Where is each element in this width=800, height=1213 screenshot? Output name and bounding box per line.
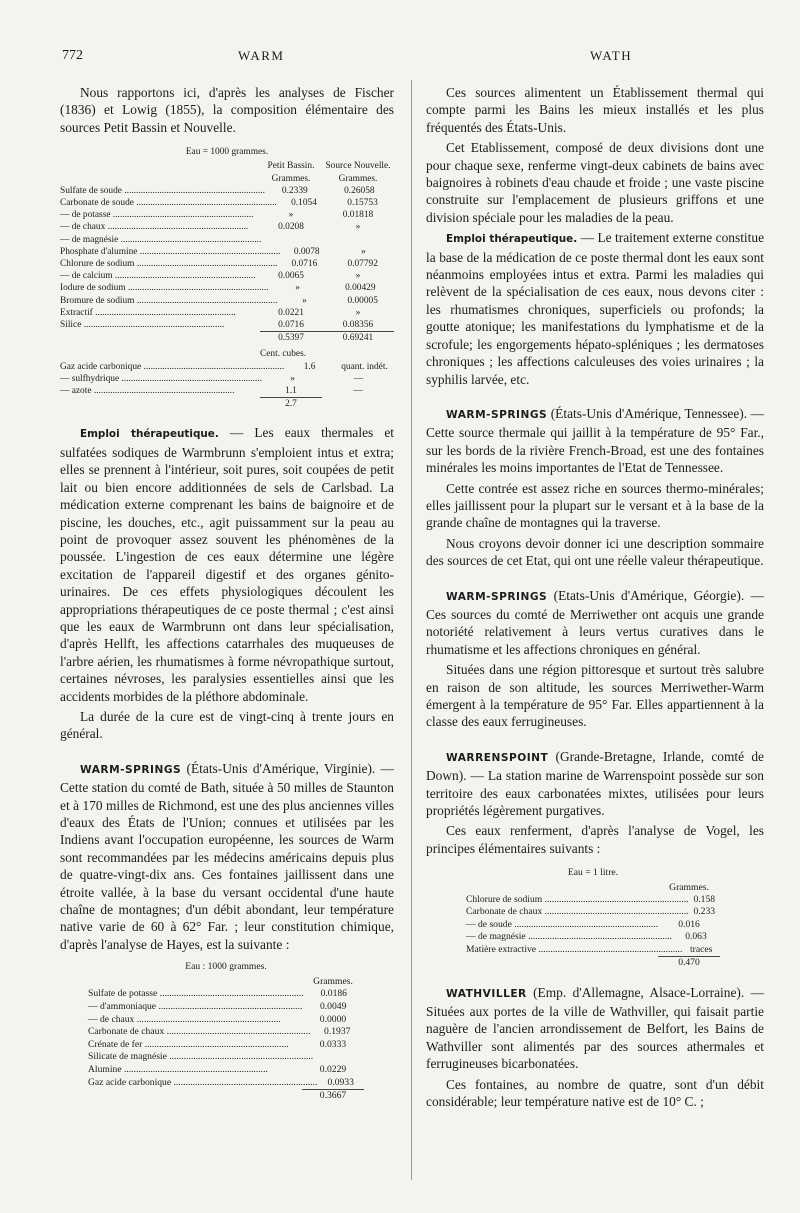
paragraph: Cette contrée est assez riche en sources thermo-minérales; elles jaillissent pour la plupart sur le versant et à la base de la grande chaîne de montagnes qui la traverse. [426, 480, 764, 531]
gas-total-value: 2.7 [260, 397, 322, 410]
cell-value: 0.0716 [278, 320, 304, 331]
row-label: Bromure de sodium ............................................................ [60, 295, 278, 306]
gas-caption-row [60, 348, 394, 360]
row-label: Sulfate de potasse ............................................................ [88, 988, 304, 1000]
cell-value: 0.00429 [345, 283, 376, 294]
table-row [466, 919, 720, 931]
cell-value: 1.6 [303, 361, 316, 372]
row-label: — de chaux ............................................................ [60, 222, 249, 233]
cell-value: 0.0221 [278, 307, 304, 318]
table-unit-row [466, 882, 720, 894]
table-row [88, 1077, 364, 1090]
cell-value: 0.08356 [342, 320, 374, 331]
paragraph: Cet Etablissement, composé de deux divisions dont une pour chaque sexe, renferme vingt-deux cabinets de bains avec baignoires à robinets d'eau chaude et froide ; une vaste piscine construite sur l'emplacement de plusieurs griffons et une division spéciale pour les maladies de la peau. [426, 140, 764, 225]
unit-label: Grammes. [669, 881, 709, 893]
cell-value: traces [689, 943, 713, 955]
table-row [60, 307, 394, 319]
subheading: Emploi thérapeutique. [80, 428, 219, 441]
entry-text: (Etats-Unis d'Amérique, Géorgie). — Ces sources du comté de Merriwether ont acquis une grande notoriété relativement à leurs vertus curatives dans le rhumatisme et les affections chroniques en général. [426, 587, 764, 657]
page-number: 772 [62, 48, 83, 63]
cell-value: 0.00005 [347, 295, 378, 306]
cell-value: 0.01818 [342, 210, 374, 221]
table-caption: Eau = 1 litre. [567, 867, 619, 879]
cell-value [313, 1051, 364, 1064]
cell-value: 0.0333 [319, 1038, 347, 1050]
cell-value: 0.0716 [291, 259, 318, 270]
right-column [426, 84, 764, 1113]
entry-warm-springs-georgia [426, 587, 764, 659]
entry-wathviller [426, 984, 764, 1073]
table-row [60, 295, 394, 307]
paragraph: Situées dans une région pittoresque et surtout très salubre en raison de son altitude, les sources Merriwether-Warm émergent à la température de 95° Far. Elles appartiennent à la classe des eaux ferrugineuses. [426, 662, 764, 730]
page-header [62, 48, 764, 70]
entry-headword: WATHVILLER [446, 987, 527, 1000]
subheading: Emploi thérapeutique. [446, 233, 578, 246]
table-row [60, 270, 394, 282]
row-label: Extractif ............................................................ [60, 307, 236, 318]
cell-value: » [302, 295, 307, 306]
row-label: — de soude ............................................................ [466, 918, 659, 930]
row-label: Silice ............................................................ [60, 320, 225, 331]
total-value: 0.3667 [302, 1089, 364, 1103]
entry-text: (États-Unis d'Amérique, Tennessee). — Cette source thermale qui jaillit à la température de 95° Far., sur les bords de la rivière French-Broad, est une des fontaines minérales les moins importantes de l'Etat de Tennessee. [426, 405, 764, 476]
cell-value: » [290, 373, 295, 384]
row-label: Phosphate d'alumine ............................................................ [60, 246, 281, 257]
entry-text: (Emp. d'Allemagne, Alsace-Lorraine). — Situées aux portes de la ville de Wathviller, qui faisait partie naguère de l'ancien arrondissement de Belfort, les Bains de Wathviller sont alimentés par des sources athermales et ferrugineuses bicarbonatées. [426, 984, 764, 1072]
column-divider [411, 80, 412, 1180]
table-total-row [466, 956, 720, 969]
cell-value: quant. indét. [341, 361, 388, 372]
row-label: Carbonate de soude ............................................................ [60, 198, 277, 209]
unit-label: Grammes. [313, 975, 353, 987]
gas-caption: Cent. cubes. [260, 349, 307, 360]
cell-value: 0.1054 [291, 198, 317, 209]
table-caption: Eau : 1000 grammes. [185, 961, 267, 973]
duree-paragraph: La durée de la cure est de vingt-cinq à trente jours en général. [60, 708, 394, 742]
table-unit-row [88, 976, 364, 989]
table-row [60, 373, 394, 385]
entry-warm-springs-virginia [60, 760, 394, 953]
paragraph: Nous croyons devoir donner ici une description sommaire des sources de cet Etat, qui ont une réelle valeur thérapeutique. [426, 535, 764, 569]
table-row [60, 282, 394, 294]
cell-value: 0.0065 [278, 271, 304, 282]
total-value: 0.470 [658, 956, 720, 969]
table-row [88, 1001, 364, 1014]
paragraph: Ces fontaines, au nombre de quatre, sont d'un débit considérable; leur température native est de 10° C. ; [426, 1076, 764, 1109]
cell-value [261, 234, 322, 246]
cell-value: » [355, 271, 361, 282]
row-label: Silicate de magnésie ............................................................ [88, 1051, 314, 1063]
table-row [88, 1014, 364, 1027]
table-header-row [60, 160, 394, 172]
paragraph-text: — Les eaux thermales et sulfatées sodiques de Warmbrunn s'emploient intus et extra; elles se prennent à l'intérieur, soit pures, soit coupées de petit lait ou bien encore additionnées de sels de Carlsbad. La médication externe comprenant les bains de baignoire et de piscine, les douches, etc., agit puissamment sur la peau au point de provoquer assez souvent les phénomènes de la poussée. L'ingestion de ces eaux détermine une légère excitation de l'appareil digestif et des organes génito-urinaires. De ces effets physiologiques découlent les appropriations thérapeutiques de ce poste thermal ; c'est ainsi que les eaux de Warmbrunn ont dans leur spécialisation, d'après Hellft, les affections catarrhales des muqueuses de l'arbre aérien, les rhumatismes à forme névropathique surtout, certaines névroses, les paralysies essentielles ainsi que les accidents morbides de la pléthore abdominale. [60, 425, 394, 704]
cell-value: 0.233 [693, 906, 716, 918]
table-row [60, 361, 394, 373]
entry-headword: WARM-SPRINGS [446, 408, 548, 421]
running-head-right: WATH [590, 48, 633, 63]
table-row [466, 894, 720, 906]
cell-value: 0.26058 [344, 185, 375, 196]
cell-value [323, 234, 394, 246]
row-label: Carbonate de chaux ............................................................ [466, 906, 689, 918]
col-header: Source Nouvelle. [325, 161, 391, 172]
cell-value: 0.158 [693, 894, 716, 906]
cell-value: » [288, 210, 294, 221]
emploi-paragraph-right [426, 229, 764, 388]
table-caption: Eau = 1000 grammes. [185, 147, 269, 158]
row-label: — azote ............................................................ [60, 386, 235, 397]
table-row [88, 1051, 364, 1064]
analysis-table-warmbrunn [60, 146, 394, 410]
unit-label: Grammes. [271, 173, 311, 184]
row-label: Sulfate de soude ............................................................ [60, 185, 265, 196]
row-label: Matière extractive ............................................................ [466, 943, 683, 955]
emploi-paragraph-left [60, 424, 394, 705]
cell-value: 0.2339 [281, 185, 308, 196]
cell-value: — [353, 373, 364, 384]
cell-value: » [355, 222, 361, 233]
table-row [60, 258, 394, 270]
cell-value: » [355, 307, 361, 318]
left-column [60, 84, 394, 1117]
cell-value: 0.0933 [327, 1076, 354, 1088]
table-row [60, 197, 394, 209]
paragraph: Ces sources alimentent un Établissement thermal qui compte parmi les Bains les mieux installés et les plus fréquentés des États-Unis. [426, 85, 764, 135]
cell-value: 0.0078 [293, 246, 320, 257]
table-row [60, 185, 394, 197]
table-row [60, 385, 394, 397]
cell-value: 0.07792 [347, 259, 378, 270]
table-total-row [88, 1089, 364, 1103]
entry-headword: WARM-SPRINGS [80, 763, 182, 776]
analysis-table-vogel [466, 867, 720, 969]
row-label: Chlorure de sodium ............................................................ [60, 259, 278, 270]
row-label: — de potasse ............................................................ [60, 210, 254, 221]
paragraph-text: — Le traitement externe constitue la base de la médication de ce poste thermal dont les eaux sont néanmoins employées intus et extra. Parmi les maladies qui relèvent de la spécialisation de ces eaux, nous devons citer : les rhumatismes chroniques, superficiels ou profonds; la goutte atonique; les manifestations du lymphatisme et de la scrofule; les engorgements hépato-spléniques ; les dermatoses chroniques ; les affections calculeuses des voies urinaires ; la syphilis larvée, etc. [426, 230, 765, 387]
cell-value: » [361, 246, 366, 257]
entry-text: (États-Unis d'Amérique, Virginie). — Cette station du comté de Bath, située à 50 milles de Staunton et à 170 milles de Richmond, est une des plus anciennes villes d'eaux des États de l'Union; connues et utilisées par les Indiens avant l'occupation européenne, les sources de Warm sont recommandées par les médecins américains depuis plus de quatre-vingt-dix ans. Ces fontaines jaillissent dans une étroite vallée, à la base du versant occidental d'une haute chaîne de montagnes; d'un débit abondant, leur température native varie de 60 à 62° Far. ; leur constitution chimique, d'après l'analyse de Hayes, est la suivante : [60, 760, 394, 952]
entry-warm-springs-tennessee [426, 405, 764, 477]
cell-value: 0.0208 [278, 222, 304, 233]
entry-warrenspoint [426, 748, 764, 820]
intro-paragraph: Nous rapportons ici, d'après les analyses de Fischer (1836) et Lowig (1855), la composition élémentaire des sources Petit Bassin et Nouvelle. [60, 85, 394, 135]
row-label: — sulfhydrique ............................................................ [60, 373, 263, 384]
table-row [466, 944, 720, 956]
table-row [88, 1064, 364, 1077]
row-label: Gaz acide carbonique ............................................................ [88, 1076, 318, 1088]
cell-value: 1.1 [285, 386, 297, 397]
entry-headword: WARRENSPOINT [446, 751, 549, 764]
analysis-table-hayes [88, 961, 364, 1103]
table-row [466, 931, 720, 943]
total-value: 0.5397 [260, 331, 322, 344]
row-label: — de magnésie ............................................................ [466, 931, 672, 943]
row-label: Alumine ............................................................ [88, 1064, 268, 1076]
table-row [88, 1039, 364, 1052]
row-label: Carbonate de chaux ............................................................ [88, 1026, 311, 1038]
row-label: — d'ammoniaque ............................................................ [88, 1001, 303, 1013]
table-row [60, 319, 394, 331]
table-row [88, 988, 364, 1001]
unit-label: Grammes. [338, 173, 378, 184]
table-total-row [60, 331, 394, 344]
table-row [466, 906, 720, 918]
row-label: Iodure de sodium ............................................................ [60, 283, 269, 294]
table-row [60, 221, 394, 233]
row-label: — de calcium ............................................................ [60, 271, 256, 282]
cell-value: 0.1937 [324, 1026, 351, 1038]
cell-value: — [353, 386, 363, 397]
cell-value: » [295, 283, 300, 294]
row-label: — de chaux ............................................................ [88, 1013, 281, 1025]
cell-value: 0.0186 [320, 988, 347, 1000]
row-label: Chlorure de sodium ............................................................ [466, 894, 689, 906]
entry-headword: WARM-SPRINGS [446, 590, 548, 603]
cell-value: 0.016 [678, 918, 700, 930]
cell-value: 0.0229 [319, 1064, 347, 1076]
row-label: — de magnésie ............................................................ [60, 234, 262, 245]
total-value: 0.69241 [322, 331, 394, 344]
gas-total-row [60, 397, 394, 410]
cell-value: 0.063 [685, 931, 707, 943]
cell-value: 0.0049 [319, 1001, 347, 1013]
row-label: Crénate de fer ............................................................ [88, 1038, 289, 1050]
cell-value: 0.15753 [347, 198, 378, 209]
table-unit-row [60, 173, 394, 185]
table-row [60, 209, 394, 221]
running-head-left: WARM [238, 48, 285, 63]
table-row [88, 1026, 364, 1039]
table-row [60, 246, 394, 258]
cell-value: 0.0000 [319, 1013, 347, 1025]
row-label: Gaz acide carbonique ............................................................ [60, 361, 285, 372]
paragraph: Ces eaux renferment, d'après l'analyse de Vogel, les principes élémentaires suivants : [426, 823, 764, 856]
col-header: Petit Bassin. [267, 161, 315, 172]
entry-text: (Grande-Bretagne, Irlande, comté de Down). — La station marine de Warrenspoint possède sur son territoire des eaux carbonatées mixtes, utilisées pour leurs propriétés légèrement purgatives. [426, 748, 764, 819]
table-row [60, 234, 394, 246]
